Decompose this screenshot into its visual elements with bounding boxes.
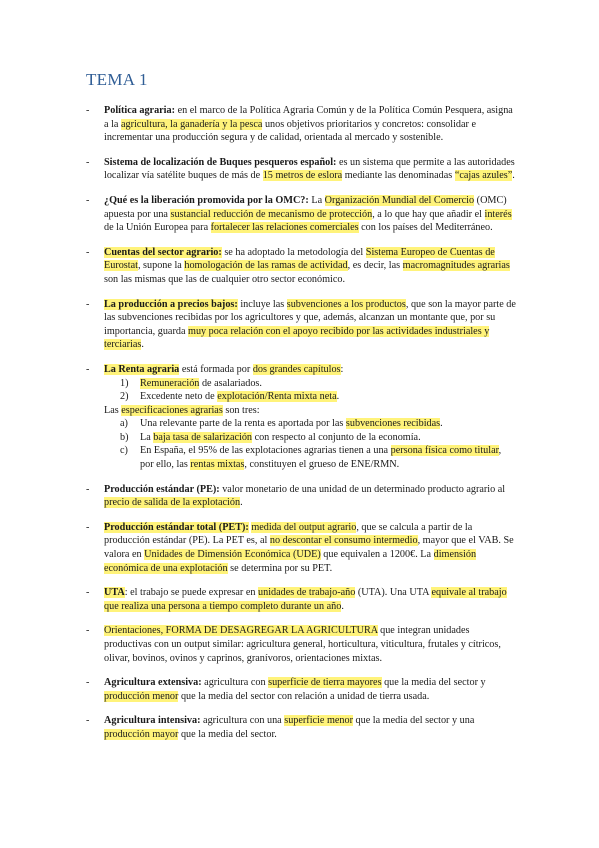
note-item: - UTA: el trabajo se puede expresar en unidades de trabajo-año (UTA). Una UTA equivale al trabajo que realiza una persona a tiempo completo durante un año. bbox=[86, 587, 507, 612]
highlighted-text: dos grandes capítulos bbox=[252, 363, 341, 375]
highlighted-text: UTA bbox=[104, 587, 125, 599]
note-item: - Orientaciones, FORMA DE DESAGREGAR LA AGRICULTURA que integran unidades productivas con un output similar: agricultura general, horticultura, viticultura, frutales y cítricos, olivar, bovinos, ovinos y caprinos, granívoros, orientaciones mixtas. bbox=[86, 625, 501, 664]
text-run: agricultura con bbox=[201, 677, 269, 689]
notes-list bbox=[86, 104, 516, 753]
text-run: Una relevante parte de la renta es aportada por las bbox=[140, 418, 346, 430]
text-run: , es decir, las bbox=[347, 260, 403, 272]
capitulo-1: 1) Remuneración de asalariados. bbox=[120, 377, 262, 389]
text-run: (UTA). Una UTA bbox=[355, 587, 432, 599]
text-run: . bbox=[240, 497, 243, 509]
term-label: Sistema de localización de Buques pesqueros español: bbox=[104, 156, 337, 168]
text-run: . bbox=[336, 391, 340, 403]
note-item: - ¿Qué es la liberación promovida por la OMC?: La Organización Mundial del Comercio (OMC) apuesta por una sustancial reducción de mecanismo de protección, a lo que hay que añadir el interés de la Unión Europea para fortalecer las relaciones comerciales con los países del Mediterráneo. bbox=[86, 194, 512, 234]
text-run: con los países del Mediterráneo. bbox=[358, 222, 493, 234]
highlighted-text: subvenciones a los productos bbox=[286, 298, 406, 310]
text-run: es un sistema que permite a las autoridades localizar vía satélite buques de más de bbox=[104, 156, 515, 182]
text-run: con respecto al conjunto de la economía. bbox=[252, 431, 421, 443]
text-run: que la media del sector y bbox=[381, 677, 486, 689]
note-item-renta: - La Renta agraria está formada por dos grandes capítulos: 1) Remuneración de asalariados. 2) Excedente neto de explotación/Renta mixta neta. Las especificaciones agrarias son tres: a) Una relevante parte de la renta es aportada por las subvenciones recibidas. b) La baja tasa de salarización con respecto al conjunto de la economía. c) En España, el 95% de las explotaciones agrarias tienen a una persona física como titular, por ello, las rentas mixtas, constituyen el grueso de ENE/RMN. bbox=[86, 363, 516, 472]
text-run: . bbox=[341, 600, 344, 612]
highlighted-text: 15 metros de eslora bbox=[262, 170, 343, 182]
text-run: : el trabajo se puede expresar en bbox=[124, 587, 258, 599]
text-run: , mayor que el VAB. Se valora en bbox=[104, 535, 514, 561]
term-label: Producción estándar (PE): bbox=[104, 483, 220, 495]
highlighted-text: dimensión económica de una explotación bbox=[104, 549, 477, 574]
highlighted-text: producción menor bbox=[104, 690, 179, 702]
text-run: que la media del sector con relación a unidad de tierra usada. bbox=[178, 690, 430, 702]
highlighted-text: agricultura, la ganadería y la pesca bbox=[120, 118, 263, 130]
text-run: mediante las denominadas bbox=[342, 170, 455, 182]
especificacion-a: a) Una relevante parte de la renta es aportada por las subvenciones recibidas. bbox=[120, 418, 443, 430]
text-run: . bbox=[440, 418, 443, 430]
text-run: está formada por bbox=[179, 363, 253, 375]
highlighted-text: sustancial reducción de mecanismo de protección bbox=[170, 208, 373, 220]
text-run: (OMC) apuesta por una bbox=[104, 194, 507, 220]
highlighted-text: muy poca relación con el apoyo recibido por las actividades industriales y terciarias bbox=[104, 325, 490, 351]
especificacion-b: b) La baja tasa de salarización con respecto al conjunto de la economía. bbox=[120, 431, 421, 443]
text-run: que la media del sector y una bbox=[352, 715, 475, 727]
highlighted-text: rentas mixtas bbox=[190, 459, 245, 471]
group-1 bbox=[86, 104, 516, 352]
highlighted-text: subvenciones recibidas bbox=[345, 418, 441, 430]
note-item: - Producción estándar (PE): valor monetario de una unidad de un determinado producto agrario al precio de salida de la explotación. bbox=[86, 483, 506, 509]
highlighted-text: Sistema Europeo de Cuentas de Eurostat bbox=[104, 246, 495, 272]
highlighted-text: Producción estándar total (PET): bbox=[104, 521, 249, 533]
highlighted-text: macromagnitudes agrarias bbox=[402, 260, 510, 272]
text-run: La bbox=[308, 194, 325, 206]
note-item: - Sistema de localización de Buques pesqueros español: es un sistema que permite a las autoridades localizar vía satélite buques de más de 15 metros de eslora mediante las denominadas “cajas azules”. bbox=[86, 156, 515, 182]
highlighted-text: superficie de tierra mayores bbox=[268, 677, 382, 689]
note-item: - Producción estándar total (PET): medida del output agrario, que se calcula a partir de la producción estándar (PE). La PET es, al no descontar el consumo intermedio, mayor que el VAB. Se valora en Unidades de Dimensión Económica (UDE) que equivalen a 1200€. La dimensión económica de una explotación se determina por su PET. bbox=[86, 521, 514, 574]
text-run: Las bbox=[104, 404, 122, 416]
note-item: - Agricultura extensiva: agricultura con superficie de tierra mayores que la media del sector y producción menor que la media del sector con relación a unidad de tierra usada. bbox=[86, 677, 486, 702]
note-item: - Cuentas del sector agrario: se ha adoptado la metodología del Sistema Europeo de Cuentas de Eurostat, supone la homologación de las ramas de actividad, es decir, las macromagnitudes agrarias son las mismas que las de cualquier otro sector económico. bbox=[86, 246, 510, 285]
page-title: TEMA 1 bbox=[86, 70, 148, 89]
highlighted-text: La producción a precios bajos: bbox=[104, 298, 238, 310]
capitulo-2: 2) Excedente neto de explotación/Renta mixta neta. bbox=[120, 391, 340, 403]
highlighted-text: baja tasa de salarización bbox=[153, 431, 253, 443]
term-label: ¿Qué es la liberación promovida por la OMC?: bbox=[104, 194, 309, 206]
text-run: son tres: bbox=[222, 404, 260, 416]
text-run: : bbox=[340, 363, 344, 375]
text-run: , a lo que hay que añadir el bbox=[372, 208, 485, 220]
text-run: Excedente neto de bbox=[140, 391, 218, 403]
highlighted-text: interés bbox=[484, 208, 512, 220]
highlighted-text: especificaciones agrarias bbox=[121, 404, 223, 416]
highlighted-text: Cuentas del sector agrario: bbox=[104, 246, 222, 258]
highlighted-text: medida del output agrario bbox=[251, 521, 357, 533]
text-run: , que son la mayor parte de las subvenciones recibidas por los agricultores y que, además, alcanzan un montante que, por su importancia, guarda bbox=[104, 298, 516, 337]
especificacion-c: c) En España, el 95% de las explotaciones agrarias tienen a una persona física como titular, por ello, las rentas mixtas, constituyen el grueso de ENE/RMN. bbox=[120, 445, 502, 471]
note-item: - Agricultura intensiva: agricultura con una superficie menor que la media del sector y una producción mayor que la media del sector. bbox=[86, 715, 475, 740]
highlighted-text: explotación/Renta mixta neta bbox=[217, 391, 337, 403]
text-run: son las mismas que las de cualquier otro sector económico. bbox=[104, 273, 346, 285]
text-run: de la Unión Europea para bbox=[104, 222, 211, 234]
term-label: Política agraria: bbox=[104, 105, 176, 116]
highlighted-text: precio de salida de la explotación bbox=[104, 497, 241, 509]
highlighted-text: “cajas azules” bbox=[454, 170, 513, 182]
term-label: Agricultura intensiva: bbox=[104, 715, 201, 727]
text-run: , constituyen el grueso de ENE/RMN. bbox=[244, 459, 400, 471]
text-run: incluye las bbox=[237, 298, 287, 310]
highlighted-text: Unidades de Dimensión Económica (UDE) bbox=[144, 549, 321, 561]
highlighted-text: no descontar el consumo intermedio bbox=[269, 535, 418, 547]
text-run: , supone la bbox=[137, 260, 185, 272]
highlighted-text: persona física como titular bbox=[390, 445, 499, 457]
highlighted-text: equivale al trabajo que realiza una persona a tiempo completo durante un año bbox=[104, 587, 507, 612]
highlighted-text: producción mayor bbox=[104, 728, 179, 740]
highlighted-text: homologación de las ramas de actividad bbox=[184, 260, 348, 272]
text-run: de asalariados. bbox=[199, 377, 262, 389]
text-run: valor monetario de una unidad de un determinado producto agrario al bbox=[219, 483, 506, 495]
text-run: que la media del sector. bbox=[178, 728, 277, 740]
text-run: se determina por su PET. bbox=[227, 562, 333, 574]
group-2 bbox=[86, 483, 516, 742]
text-run: . bbox=[512, 170, 515, 182]
text-run: que equivalen a 1200€. La bbox=[320, 549, 434, 561]
highlighted-text: Organización Mundial del Comercio bbox=[324, 194, 475, 206]
text-run: en el marco de la Política Agraria Común y de la Política Común Pesquera, asigna a la bbox=[104, 105, 513, 130]
text-run: En España, el 95% de las explotaciones agrarias tienen a una bbox=[140, 445, 391, 457]
text-run: unos objetivos prioritarios y concretos: consolidar e incrementar una producción segura y de calidad, orientada al mercado y sostenible. bbox=[104, 118, 476, 144]
highlighted-text: unidades de trabajo-año bbox=[258, 587, 356, 599]
note-item: - La producción a precios bajos: incluye las subvenciones a los productos, que son la mayor parte de las subvenciones recibidas por los agricultores y que, además, alcanzan un montante que, por su importancia, guarda muy poca relación con el apoyo recibido por las actividades industriales y terciarias. bbox=[86, 298, 516, 351]
text-run: que integran unidades productivas con un output similar: agricultura general, horticultura, viticultura, frutales y cítricos, olivar, bovinos, ovinos y caprinos, granívoros, orientaciones mixtas. bbox=[104, 625, 501, 664]
highlighted-text: La Renta agraria bbox=[104, 363, 180, 375]
text-run: se ha adoptado la metodología del bbox=[221, 246, 366, 258]
highlighted-text: Remuneración bbox=[140, 377, 200, 389]
note-item: - Política agraria: en el marco de la Política Agraria Común y de la Política Común Pesquera, asigna a la agricultura, la ganadería y la pesca unos objetivos prioritarios y concretos: consolidar e incrementar una producción segura y de calidad, orientada al mercado y sostenible. bbox=[86, 105, 513, 144]
text-run: . bbox=[141, 339, 144, 351]
term-label: Agricultura extensiva: bbox=[104, 677, 202, 689]
text-run: agricultura con una bbox=[200, 715, 285, 727]
text-run: La bbox=[140, 431, 154, 443]
highlighted-text: superficie menor bbox=[284, 715, 353, 727]
text-run: , por ello, las bbox=[140, 445, 502, 471]
highlighted-text: fortalecer las relaciones comerciales bbox=[210, 222, 359, 234]
text-run: , que se calcula a partir de la producción estándar (PE). La PET es, al bbox=[104, 521, 473, 547]
highlighted-text: Orientaciones, FORMA DE DESAGREGAR LA AGRICULTURA bbox=[104, 625, 378, 637]
